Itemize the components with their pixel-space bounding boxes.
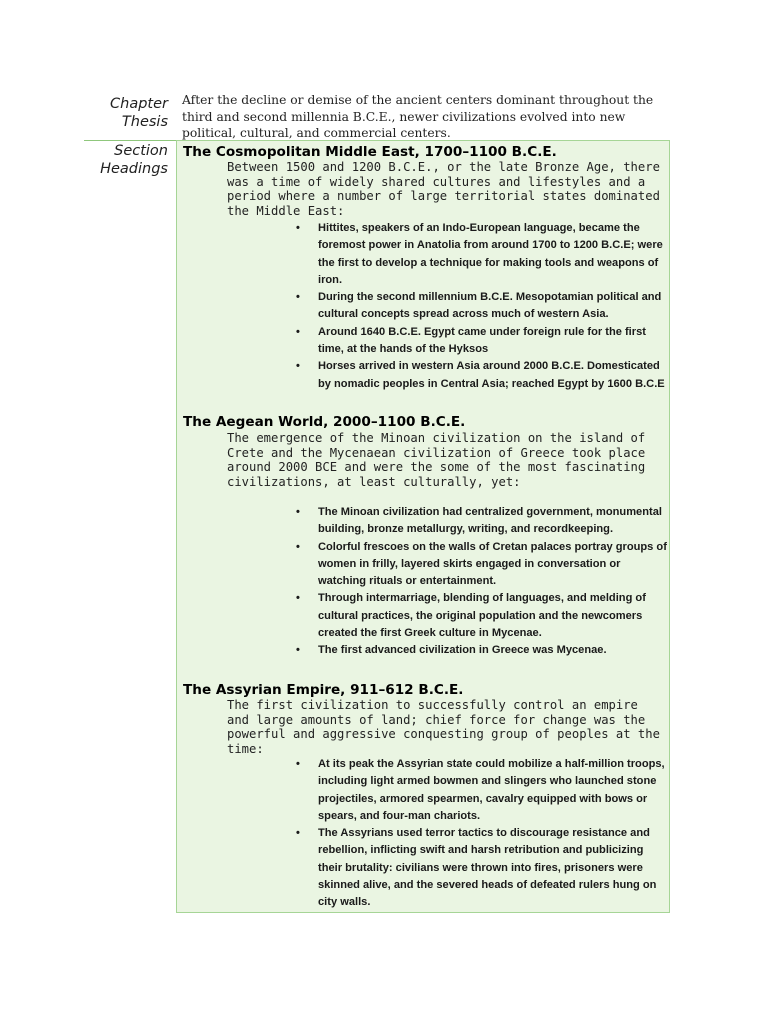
section-headings-label <box>80 142 168 178</box>
bullet-item: • Hittites, speakers of an Indo-European language, became the foremost power in Anatolia from around 1700 to 1200 B.C.E; were the first to develop a technique for making tools and weapons of iron. <box>318 220 668 289</box>
headings-label: Headings <box>100 161 168 177</box>
section-intro: The emergence of the Minoan civilization on the island of Crete and the Mycenaean civilization of Greece took place around 2000 BCE and were the some of the most fascinating civilizations, at least culturally, yet: <box>227 431 653 489</box>
chapter-thesis-text: After the decline or demise of the ancient centers dominant throughout the third and second millennia B.C.E., newer civilizations evolved into new political, cultural, and commercial centers. <box>182 93 654 140</box>
section-heading: The Aegean World, 2000–1100 B.C.E. <box>183 414 466 430</box>
bullet-list <box>318 504 668 660</box>
label-divider <box>84 140 176 141</box>
bullet-list <box>318 220 668 393</box>
bullet-item: • At its peak the Assyrian state could mobilize a half-million troops, including light armed bowmen and slingers who launched stone projectiles, armored spearmen, cavalry equipped with bows or spears, and four-man chariots. <box>318 756 668 825</box>
section-intro: The first civilization to successfully control an empire and large amounts of land; chief force for change was the powerful and aggressive conquesting group of peoples at the time: <box>227 698 668 756</box>
bullet-item: • Through intermarriage, blending of languages, and melding of cultural practices, the original population and the newcomers created the first Greek culture in Mycenae. <box>318 590 668 642</box>
bullet-item: • The Minoan civilization had centralized government, monumental building, bronze metallurgy, writing, and recordkeeping. <box>318 504 668 539</box>
bullet-list <box>318 756 668 912</box>
chapter-label: Chapter <box>110 96 168 112</box>
bullet-item: • During the second millennium B.C.E. Mesopotamian political and cultural concepts spread across much of western Asia. <box>318 289 668 324</box>
bullet-item: • Horses arrived in western Asia around 2000 B.C.E. Domesticated by nomadic peoples in Central Asia; reached Egypt by 1600 B.C.E <box>318 358 668 393</box>
section-heading: The Assyrian Empire, 911–612 B.C.E. <box>183 682 464 698</box>
section-heading: The Cosmopolitan Middle East, 1700–1100 B.C.E. <box>183 144 557 160</box>
chapter-thesis-label <box>80 95 168 131</box>
bullet-item: • The Assyrians used terror tactics to discourage resistance and rebellion, inflicting swift and harsh retribution and publicizing their brutality: civilians were thrown into fires, prisoners were skinned alive, and the severed heads of defeated rulers hung on city walls. <box>318 825 668 911</box>
bullet-item: • Around 1640 B.C.E. Egypt came under foreign rule for the first time, at the hands of the Hyksos <box>318 324 668 359</box>
section-label: Section <box>114 143 168 159</box>
section-intro: Between 1500 and 1200 B.C.E., or the late Bronze Age, there was a time of widely shared cultures and lifestyles and a period where a number of large territorial states dominated the Middle East: <box>227 160 668 218</box>
bullet-item: • Colorful frescoes on the walls of Cretan palaces portray groups of women in frilly, layered skirts engaged in conversation or watching rituals or entertainment. <box>318 539 668 591</box>
bullet-item: • The first advanced civilization in Greece was Mycenae. <box>318 642 668 659</box>
thesis-label: Thesis <box>121 114 168 130</box>
